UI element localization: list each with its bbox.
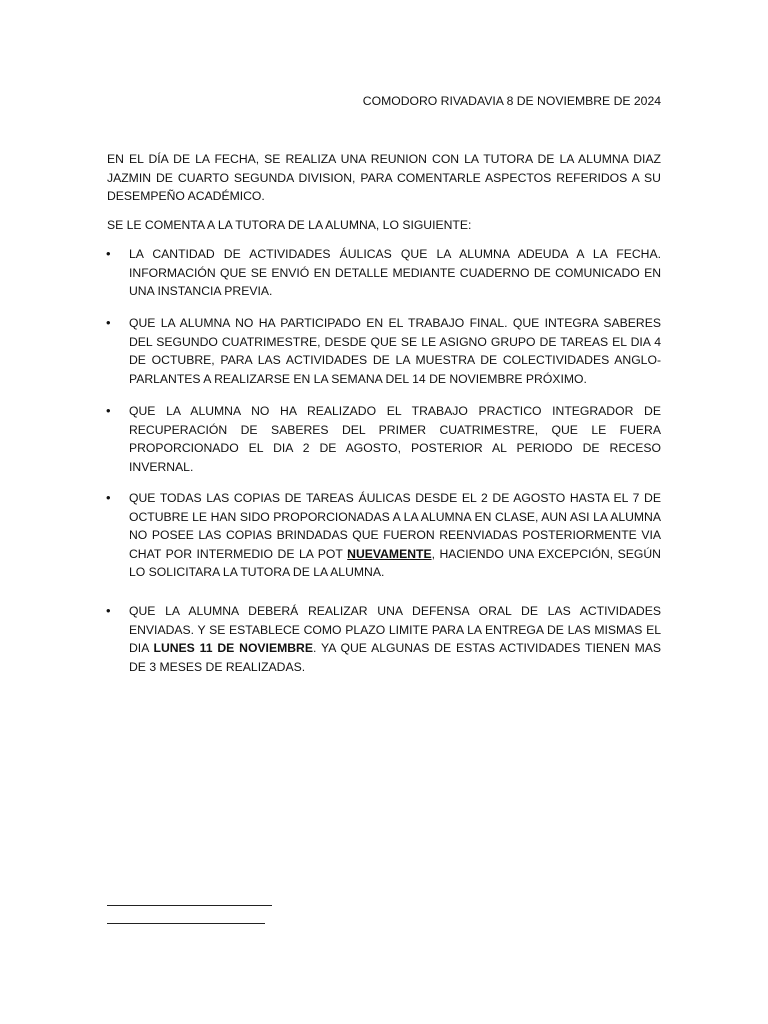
emphasis-text: NUEVAMENTE [347, 546, 432, 561]
emphasis-text: LUNES 11 DE NOVIEMBRE [153, 641, 313, 656]
intro-paragraph: EN EL DÍA DE LA FECHA, SE REALIZA UNA REUNION CON LA TUTORA DE LA ALUMNA DIAZ JAZMIN DE CUARTO SEGUNDA DIVISION, PARA COMENTARLE ASPECTOS REFERIDOS A SU DESEMPEÑO ACADÉMICO. [107, 152, 661, 204]
bullet-icon: • [106, 403, 111, 418]
bullet-icon: • [106, 603, 111, 618]
list-item-text-after: . YA QUE ALGUNAS DE ESTAS ACTIVIDADES TIENEN MAS DE 3 MESES DE REALIZADAS. [129, 641, 662, 674]
list-item-text-before: QUE TODAS LAS COPIAS DE TAREAS ÁULICAS DESDE EL 2 DE AGOSTO HASTA EL 7 DE OCTUBRE LE HAN SIDO PROPORCIONADAS A LA ALUMNA EN CLASE, AUN ASI LA ALUMNA NO POSEE LAS COPIAS BRINDADAS QUE FUERON REENVIADAS POSTERIORMENTE VIA CHAT POR INTERMEDIO DE LA POT [129, 491, 661, 561]
list-item [107, 402, 661, 476]
list-item-text: QUE LA ALUMNA NO HA PARTICIPADO EN EL TRABAJO FINAL. QUE INTEGRA SABERES DEL SEGUNDO CUATRIMESTRE, DESDE QUE SE LE ASIGNO GRUPO DE TAREAS EL DIA 4 DE OCTUBRE, PARA LAS ACTIVIDADES DE LA MUESTRA DE COLECTIVIDADES ANGLO-PARLANTES A REALIZARSE EN LA SEMANA DEL 14 DE NOVIEMBRE PRÓXIMO. [129, 316, 661, 386]
list-item-text [129, 602, 661, 676]
signature-line [107, 905, 272, 906]
signature-line [107, 923, 265, 924]
list-item-text-after: , HACIENDO UNA EXCEPCIÓN, SEGÚN LO SOLICITARA LA TUTORA DE LA ALUMNA. [129, 546, 661, 580]
list-item [107, 314, 661, 388]
bullet-icon: • [106, 490, 111, 505]
list-item-text-before: QUE LA ALUMNA DEBERÁ REALIZAR UNA DEFENSA ORAL DE LAS ACTIVIDADES ENVIADAS. Y SE ESTABLECE COMO PLAZO LIMITE PARA LA ENTREGA DE LAS MISMAS EL DIA [129, 604, 661, 656]
list-item [107, 489, 661, 582]
list-item [107, 602, 661, 676]
date-line: COMODORO RIVADAVIA 8 DE NOVIEMBRE DE 2024 [362, 94, 661, 108]
list-item-text: QUE LA ALUMNA NO HA REALIZADO EL TRABAJO PRACTICO INTEGRADOR DE RECUPERACIÓN DE SABERES DEL PRIMER CUATRIMESTRE, QUE LE FUERA PROPORCIONADO EL DIA 2 DE AGOSTO, POSTERIOR AL PERIODO DE RECESO INVERNAL. [129, 404, 661, 474]
lead-paragraph: SE LE COMENTA A LA TUTORA DE LA ALUMNA, LO SIGUIENTE: [107, 218, 472, 232]
list-item-text: LA CANTIDAD DE ACTIVIDADES ÁULICAS QUE LA ALUMNA ADEUDA A LA FECHA. INFORMACIÓN QUE SE ENVIÓ EN DETALLE MEDIANTE CUADERNO DE COMUNICADO EN UNA INSTANCIA PREVIA. [129, 247, 661, 299]
list-item-text [129, 489, 661, 582]
bullet-icon: • [106, 315, 111, 330]
list-item [107, 245, 661, 301]
bullet-icon: • [106, 246, 111, 261]
